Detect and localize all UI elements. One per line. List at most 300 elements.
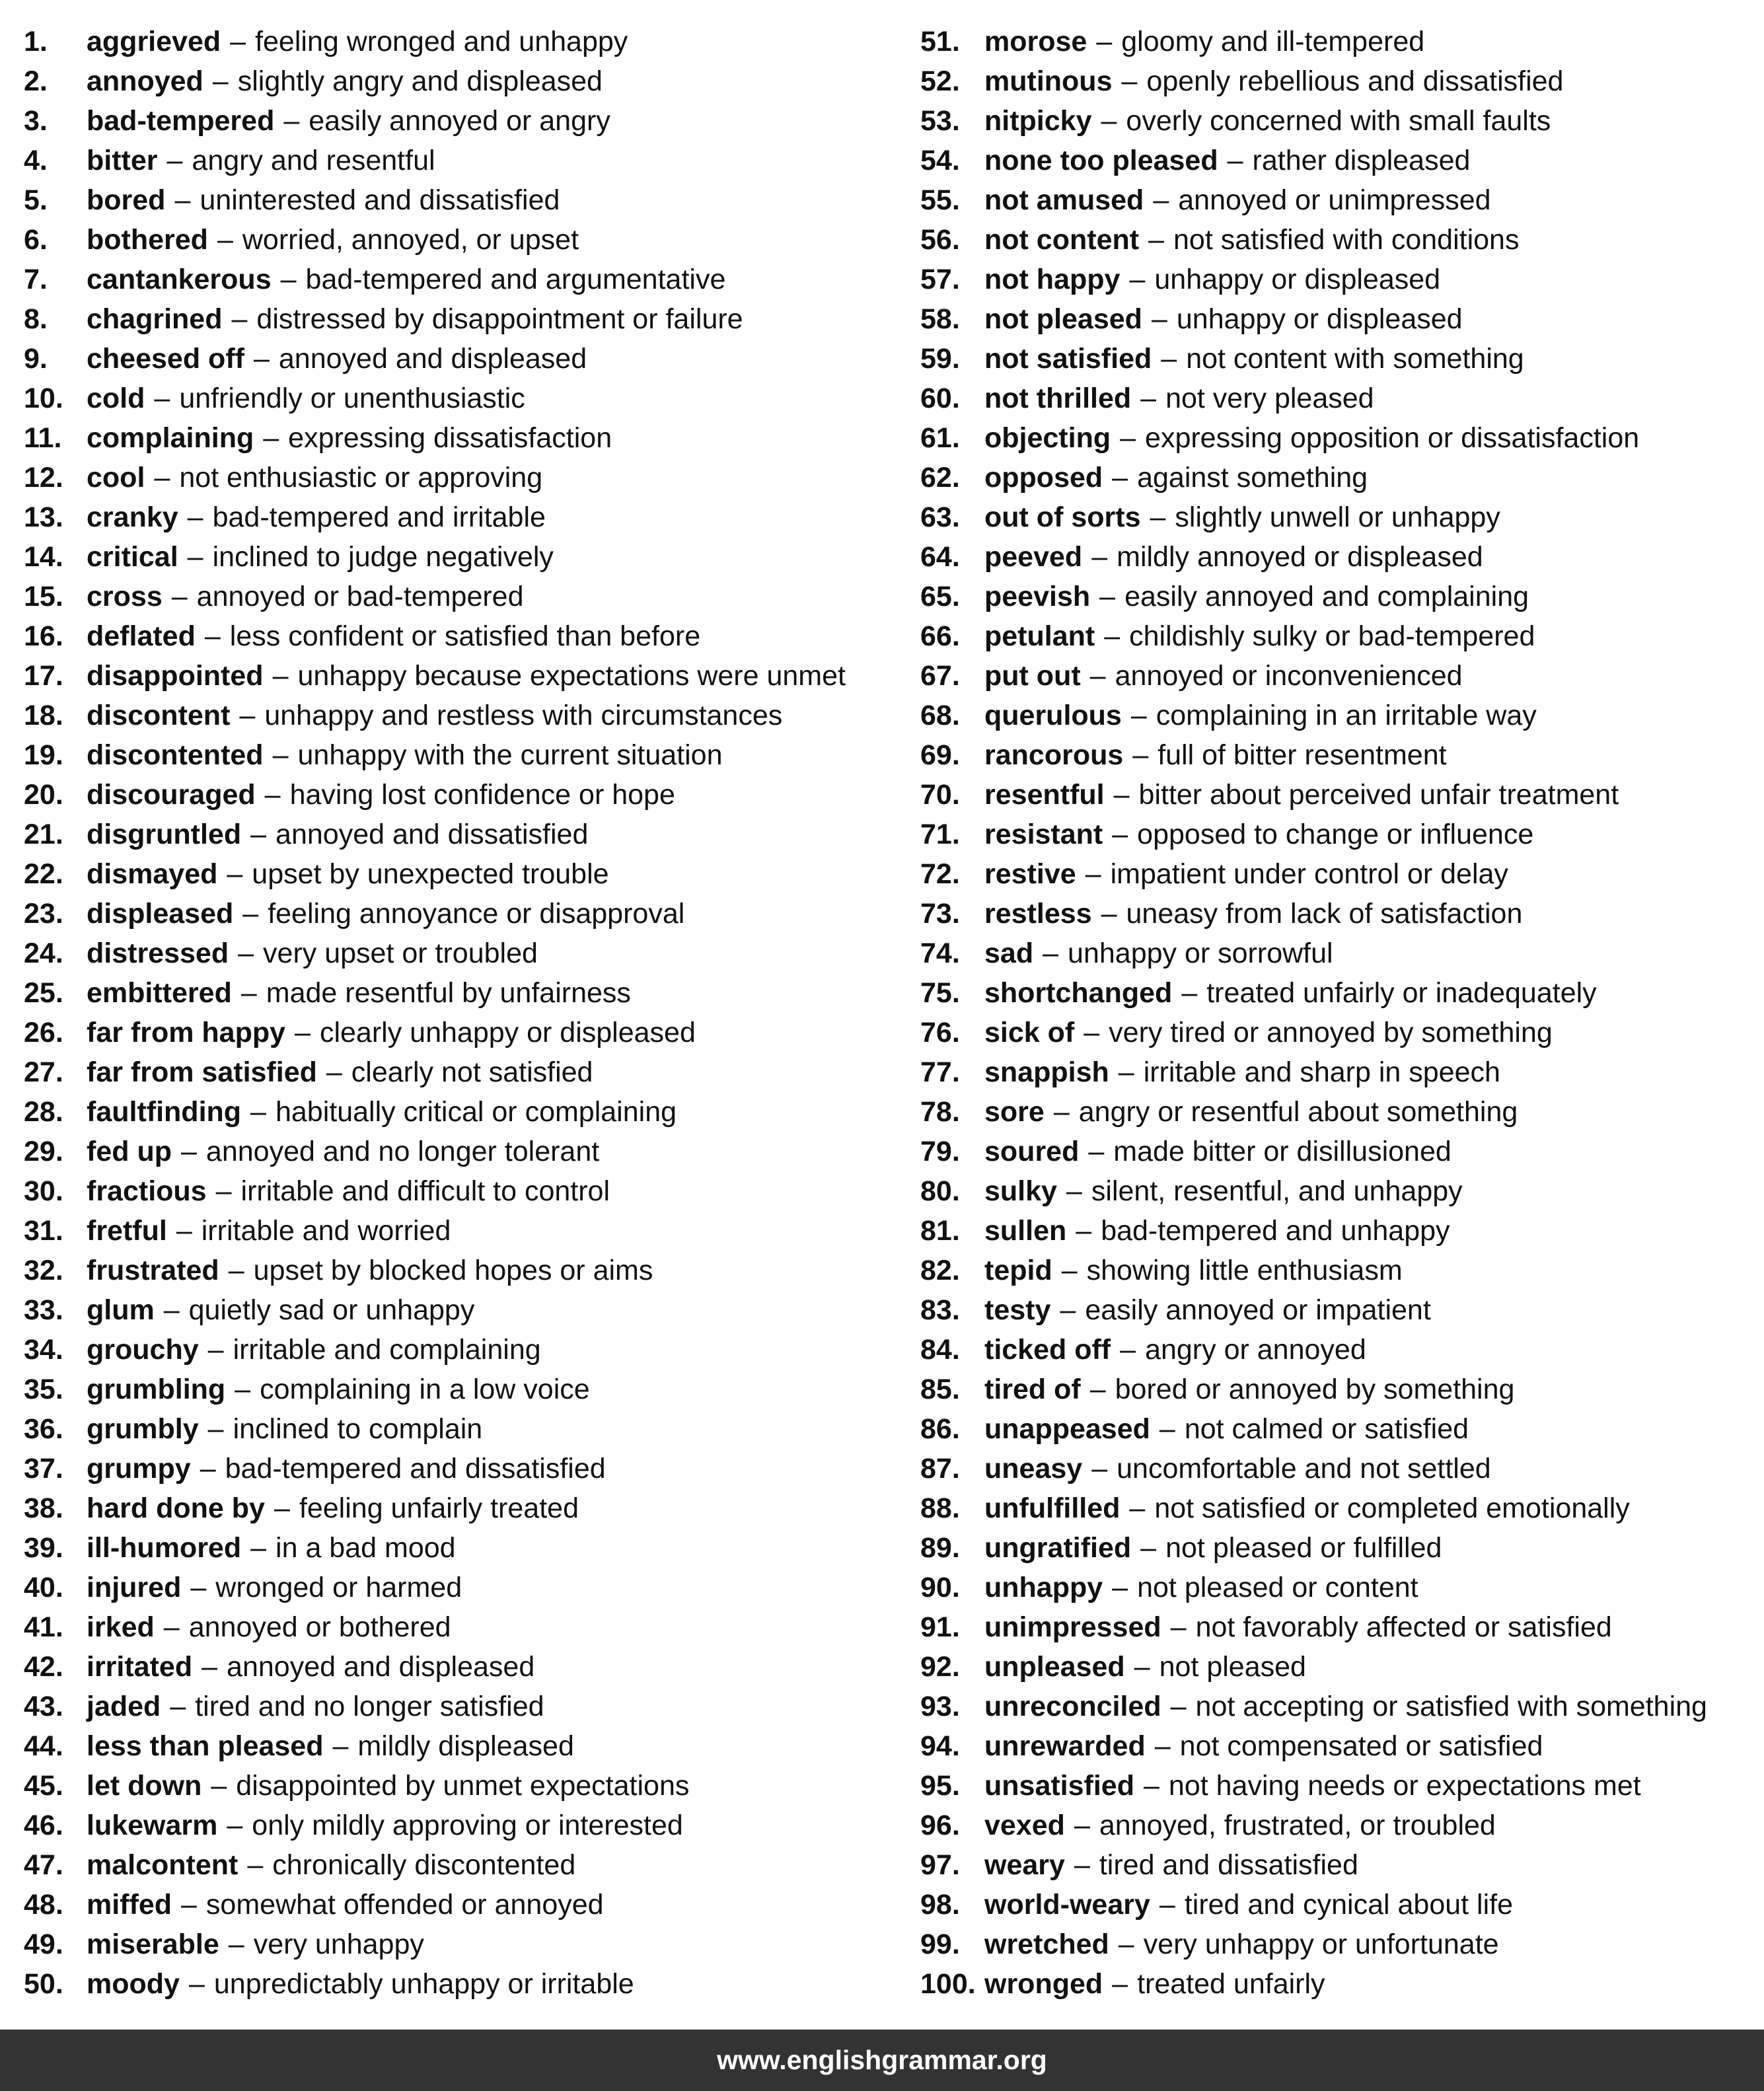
item-number: 55. [920, 184, 960, 216]
list-item [920, 656, 1759, 696]
item-number: 75. [920, 977, 960, 1009]
item-body [984, 1370, 1514, 1409]
item-definition: bad-tempered and unhappy [1101, 1215, 1450, 1247]
item-number: 1. [24, 26, 48, 57]
list-item [24, 1964, 896, 2004]
item-body [984, 1052, 1500, 1092]
item-definition: impatient under control or delay [1110, 858, 1508, 890]
item-definition: complaining in a low voice [260, 1374, 590, 1405]
item-number: 7. [24, 264, 48, 295]
list-item [24, 1290, 896, 1330]
item-separator: – [230, 26, 246, 57]
item-body [87, 1290, 474, 1330]
item-definition: not calmed or satisfied [1184, 1413, 1469, 1445]
item-definition: childishly sulky or bad-tempered [1129, 620, 1535, 652]
list-item [24, 1885, 896, 1925]
item-separator: – [264, 779, 281, 811]
list-item [24, 1488, 896, 1528]
item-definition: feeling annoyance or disapproval [268, 898, 685, 930]
item-word: querulous [984, 700, 1122, 731]
item-definition: distressed by disappointment or failure [256, 303, 743, 335]
item-number: 59. [920, 343, 960, 375]
item-number: 49. [24, 1928, 63, 1960]
item-definition: unhappy because expectations were unmet [297, 660, 846, 692]
item-number: 4. [24, 145, 48, 176]
item-body [87, 379, 525, 418]
item-definition: not pleased or fulfilled [1165, 1532, 1442, 1564]
item-separator: – [283, 105, 300, 137]
item-body [984, 299, 1463, 339]
item-body [984, 973, 1597, 1013]
list-item [24, 1171, 896, 1211]
item-definition: annoyed, frustrated, or troubled [1099, 1810, 1496, 1841]
item-definition: annoyed or inconvenienced [1115, 660, 1463, 692]
item-definition: angry or annoyed [1145, 1334, 1366, 1366]
item-separator: – [238, 937, 254, 969]
item-separator: – [1091, 1453, 1108, 1485]
list-item [24, 934, 896, 973]
item-word: wretched [984, 1928, 1109, 1960]
word-list [0, 22, 1764, 2004]
item-separator: – [240, 977, 257, 1009]
item-body [87, 577, 524, 616]
item-word: cold [87, 383, 145, 414]
item-word: unrewarded [984, 1730, 1146, 1762]
item-number: 47. [24, 1849, 63, 1881]
item-word: peevish [984, 581, 1091, 612]
item-number: 8. [24, 303, 48, 335]
item-word: sad [984, 937, 1034, 969]
item-body [984, 894, 1522, 934]
item-definition: unhappy and restless with circumstances [264, 700, 783, 731]
item-word: world-weary [984, 1889, 1150, 1921]
item-body [87, 537, 554, 577]
item-separator: – [1112, 462, 1128, 494]
right-column [920, 22, 1759, 2004]
item-word: malcontent [87, 1849, 239, 1881]
item-word: opposed [984, 462, 1103, 494]
item-number: 29. [24, 1136, 63, 1167]
list-item [920, 1488, 1759, 1528]
item-word: discontented [87, 739, 264, 771]
item-definition: wronged or harmed [215, 1572, 462, 1603]
item-number: 36. [24, 1413, 63, 1445]
item-body [984, 1488, 1630, 1528]
item-body [984, 815, 1533, 854]
item-number: 91. [920, 1611, 960, 1643]
item-definition: silent, resentful, and unhappy [1091, 1175, 1463, 1207]
list-item [24, 1687, 896, 1726]
item-separator: – [187, 541, 203, 573]
item-separator: – [1140, 1532, 1157, 1564]
item-body [984, 101, 1551, 141]
item-body [87, 1251, 653, 1290]
list-item [920, 1885, 1759, 1925]
item-definition: complaining in an irritable way [1156, 700, 1537, 731]
item-number: 52. [920, 65, 960, 97]
list-item [920, 973, 1759, 1013]
item-definition: inclined to complain [233, 1413, 483, 1445]
list-item [920, 379, 1759, 418]
item-definition: tired and no longer satisfied [195, 1691, 544, 1722]
item-word: irked [87, 1611, 155, 1643]
item-word: disgruntled [87, 819, 242, 850]
item-separator: – [1181, 977, 1198, 1009]
item-number: 45. [24, 1770, 63, 1802]
item-separator: – [332, 1730, 349, 1762]
list-item [24, 735, 896, 775]
item-body [984, 854, 1508, 894]
item-word: deflated [87, 620, 196, 652]
list-item [24, 299, 896, 339]
item-definition: inclined to judge negatively [212, 541, 554, 573]
item-definition: feeling unfairly treated [299, 1492, 579, 1524]
item-body [87, 22, 628, 61]
item-body [984, 775, 1619, 815]
item-number: 20. [24, 779, 63, 811]
item-number: 25. [24, 977, 63, 1009]
list-item [24, 1568, 896, 1607]
item-body [87, 854, 609, 894]
item-separator: – [1227, 145, 1243, 176]
item-number: 43. [24, 1691, 63, 1722]
item-number: 6. [24, 224, 48, 256]
list-item [24, 497, 896, 537]
item-body [984, 577, 1529, 616]
item-word: faultfinding [87, 1096, 242, 1128]
item-separator: – [272, 739, 289, 771]
item-body [984, 616, 1535, 656]
item-number: 82. [920, 1255, 960, 1286]
item-number: 98. [920, 1889, 960, 1921]
item-body [984, 1726, 1543, 1766]
item-body [87, 141, 435, 180]
item-body [984, 22, 1424, 61]
list-item [24, 1806, 896, 1845]
item-word: petulant [984, 620, 1095, 652]
item-word: tepid [984, 1255, 1052, 1286]
item-body [984, 418, 1639, 458]
item-word: irritated [87, 1651, 193, 1683]
item-number: 80. [920, 1175, 960, 1207]
item-body [984, 696, 1537, 735]
item-number: 27. [24, 1056, 63, 1088]
item-number: 76. [920, 1017, 960, 1048]
item-number: 56. [920, 224, 960, 256]
item-definition: bad-tempered and irritable [212, 501, 546, 533]
item-separator: – [1088, 1136, 1105, 1167]
list-item [920, 497, 1759, 537]
item-word: unfulfilled [984, 1492, 1121, 1524]
list-item [920, 180, 1759, 220]
item-separator: – [215, 1175, 232, 1207]
item-definition: full of bitter resentment [1158, 739, 1447, 771]
item-definition: expressing dissatisfaction [288, 422, 612, 454]
item-number: 73. [920, 898, 960, 930]
item-separator: – [295, 1017, 311, 1048]
item-number: 57. [920, 264, 960, 295]
item-definition: quietly sad or unhappy [188, 1294, 475, 1326]
item-body [87, 1964, 634, 2004]
item-definition: unpredictably unhappy or irritable [213, 1968, 634, 2000]
item-word: lukewarm [87, 1810, 218, 1841]
item-separator: – [1134, 1651, 1150, 1683]
item-number: 42. [24, 1651, 63, 1683]
item-word: bothered [87, 224, 208, 256]
item-body [87, 260, 725, 299]
item-number: 94. [920, 1730, 960, 1762]
item-body [87, 775, 675, 815]
item-definition: made bitter or disillusioned [1113, 1136, 1452, 1167]
item-definition: feeling wronged and unhappy [255, 26, 628, 57]
item-separator: – [1074, 1849, 1090, 1881]
item-body [984, 1330, 1366, 1370]
list-item [920, 141, 1759, 180]
item-separator: – [235, 1374, 251, 1405]
list-item [24, 577, 896, 616]
list-item [920, 1171, 1759, 1211]
item-separator: – [1161, 343, 1177, 375]
item-number: 86. [920, 1413, 960, 1445]
item-definition: not very pleased [1165, 383, 1374, 414]
list-item [24, 973, 896, 1013]
list-item [24, 1409, 896, 1449]
list-item [920, 1409, 1759, 1449]
footer-website[interactable]: www.englishgrammar.org [0, 2030, 1764, 2091]
item-definition: very unhappy [253, 1928, 424, 1960]
list-item [920, 101, 1759, 141]
list-item [920, 220, 1759, 260]
item-definition: expressing opposition or dissatisfaction [1145, 422, 1640, 454]
list-item [920, 616, 1759, 656]
item-definition: rather displeased [1252, 145, 1471, 176]
item-definition: unhappy or sorrowful [1068, 937, 1333, 969]
list-item [24, 61, 896, 101]
item-definition: somewhat offended or annoyed [205, 1889, 604, 1921]
list-item [920, 339, 1759, 379]
item-number: 90. [920, 1572, 960, 1603]
item-body [87, 1132, 599, 1171]
item-word: morose [984, 26, 1087, 57]
item-definition: annoyed and no longer tolerant [205, 1136, 600, 1167]
item-word: objecting [984, 422, 1111, 454]
list-item [920, 418, 1759, 458]
item-definition: mildly annoyed or displeased [1117, 541, 1483, 573]
item-definition: irritable and difficult to control [240, 1175, 610, 1207]
list-item [24, 656, 896, 696]
item-word: distressed [87, 937, 229, 969]
item-separator: – [1121, 65, 1138, 97]
list-item [24, 220, 896, 260]
item-body [984, 141, 1470, 180]
item-definition: very unhappy or unfortunate [1143, 1928, 1499, 1960]
item-word: not content [984, 224, 1140, 256]
item-separator: – [263, 422, 279, 454]
item-body [87, 1607, 451, 1647]
item-word: cool [87, 462, 145, 494]
item-number: 10. [24, 383, 63, 414]
item-body [984, 1211, 1450, 1251]
item-body [87, 1687, 544, 1726]
list-item [24, 1211, 896, 1251]
item-number: 85. [920, 1374, 960, 1405]
item-definition: less confident or satisfied than before [229, 620, 701, 652]
item-definition: unhappy with the current situation [297, 739, 723, 771]
item-word: dismayed [87, 858, 218, 890]
item-word: moody [87, 1968, 180, 2000]
item-separator: – [1140, 383, 1157, 414]
item-number: 65. [920, 581, 960, 612]
item-word: weary [984, 1849, 1065, 1881]
item-word: sullen [984, 1215, 1067, 1247]
item-definition: bad-tempered and argumentative [305, 264, 726, 295]
item-number: 72. [920, 858, 960, 890]
item-body [984, 180, 1491, 220]
item-word: bad-tempered [87, 105, 275, 137]
item-number: 18. [24, 700, 63, 731]
list-item [920, 1607, 1759, 1647]
item-definition: in a bad mood [276, 1532, 456, 1564]
item-definition: treated unfairly or inadequately [1206, 977, 1597, 1009]
item-body [87, 934, 538, 973]
item-word: not satisfied [984, 343, 1152, 375]
item-number: 81. [920, 1215, 960, 1247]
list-item [24, 260, 896, 299]
item-separator: – [166, 145, 183, 176]
item-word: resentful [984, 779, 1105, 811]
item-body [87, 101, 610, 141]
item-word: cross [87, 581, 163, 612]
item-body [984, 1647, 1306, 1687]
list-item [24, 775, 896, 815]
item-definition: habitually critical or complaining [275, 1096, 677, 1128]
item-number: 84. [920, 1334, 960, 1366]
item-body [87, 339, 587, 379]
item-definition: annoyed and dissatisfied [276, 819, 589, 850]
list-item [24, 537, 896, 577]
item-number: 39. [24, 1532, 63, 1564]
item-definition: not satisfied with conditions [1173, 224, 1520, 256]
list-item [920, 1766, 1759, 1806]
item-word: bored [87, 184, 166, 216]
item-separator: – [154, 462, 170, 494]
item-number: 68. [920, 700, 960, 731]
item-number: 96. [920, 1810, 960, 1841]
item-definition: irritable and complaining [233, 1334, 541, 1366]
item-body [87, 1528, 456, 1568]
item-word: glum [87, 1294, 155, 1326]
item-separator: – [1118, 1056, 1134, 1088]
item-separator: – [187, 501, 203, 533]
item-number: 40. [24, 1572, 63, 1603]
item-body [984, 260, 1440, 299]
item-body [87, 1766, 689, 1806]
item-separator: – [212, 65, 229, 97]
list-item [920, 260, 1759, 299]
item-separator: – [1159, 1889, 1175, 1921]
list-item [920, 1290, 1759, 1330]
list-item [920, 1806, 1759, 1845]
item-number: 100. [920, 1968, 976, 2000]
item-word: wronged [984, 1968, 1103, 2000]
item-body [984, 934, 1333, 973]
item-number: 35. [24, 1374, 63, 1405]
item-definition: clearly not satisfied [351, 1056, 593, 1088]
item-word: far from happy [87, 1017, 286, 1048]
item-separator: – [1084, 1017, 1100, 1048]
item-number: 24. [24, 937, 63, 969]
item-word: cheesed off [87, 343, 244, 375]
item-number: 64. [920, 541, 960, 573]
item-body [87, 299, 743, 339]
item-word: discontent [87, 700, 231, 731]
list-item [920, 735, 1759, 775]
item-definition: made resentful by unfairness [266, 977, 631, 1009]
list-item [920, 1528, 1759, 1568]
item-separator: – [154, 383, 170, 414]
item-definition: disappointed by unmet expectations [236, 1770, 690, 1802]
item-separator: – [1074, 1810, 1090, 1841]
item-definition: uneasy from lack of satisfaction [1126, 898, 1523, 930]
list-item [24, 1845, 896, 1885]
item-word: jaded [87, 1691, 161, 1722]
item-definition: angry and resentful [192, 145, 435, 176]
item-definition: bored or annoyed by something [1115, 1374, 1515, 1405]
item-body [87, 220, 579, 260]
item-number: 14. [24, 541, 63, 573]
item-separator: – [1085, 858, 1101, 890]
item-body [984, 497, 1500, 537]
item-word: peeved [984, 541, 1083, 573]
item-number: 71. [920, 819, 960, 850]
item-separator: – [211, 1770, 227, 1802]
item-number: 33. [24, 1294, 63, 1326]
item-number: 99. [920, 1928, 960, 1960]
item-separator: – [1112, 1572, 1128, 1603]
item-separator: – [170, 1691, 186, 1722]
list-item [920, 1251, 1759, 1290]
item-separator: – [228, 1255, 244, 1286]
item-word: sore [984, 1096, 1045, 1128]
list-item [24, 696, 896, 735]
item-separator: – [174, 184, 191, 216]
item-separator: – [202, 1651, 218, 1683]
item-word: shortchanged [984, 977, 1173, 1009]
item-body [87, 1726, 574, 1766]
item-body [87, 418, 612, 458]
item-number: 69. [920, 739, 960, 771]
item-word: unsatisfied [984, 1770, 1134, 1802]
item-word: unreconciled [984, 1691, 1161, 1722]
item-separator: – [1089, 660, 1106, 692]
item-body [984, 656, 1463, 696]
item-body [87, 973, 631, 1013]
item-body [984, 1409, 1469, 1449]
item-body [87, 656, 846, 696]
item-body [984, 1290, 1431, 1330]
item-body [984, 735, 1447, 775]
item-body [984, 458, 1368, 497]
list-item [24, 894, 896, 934]
item-separator: – [228, 1928, 244, 1960]
list-item [920, 1647, 1759, 1687]
item-word: miffed [87, 1889, 172, 1921]
item-body [87, 1211, 451, 1251]
item-definition: worried, annoyed, or upset [242, 224, 579, 256]
list-item [920, 1013, 1759, 1052]
item-word: injured [87, 1572, 182, 1603]
item-number: 62. [920, 462, 960, 494]
